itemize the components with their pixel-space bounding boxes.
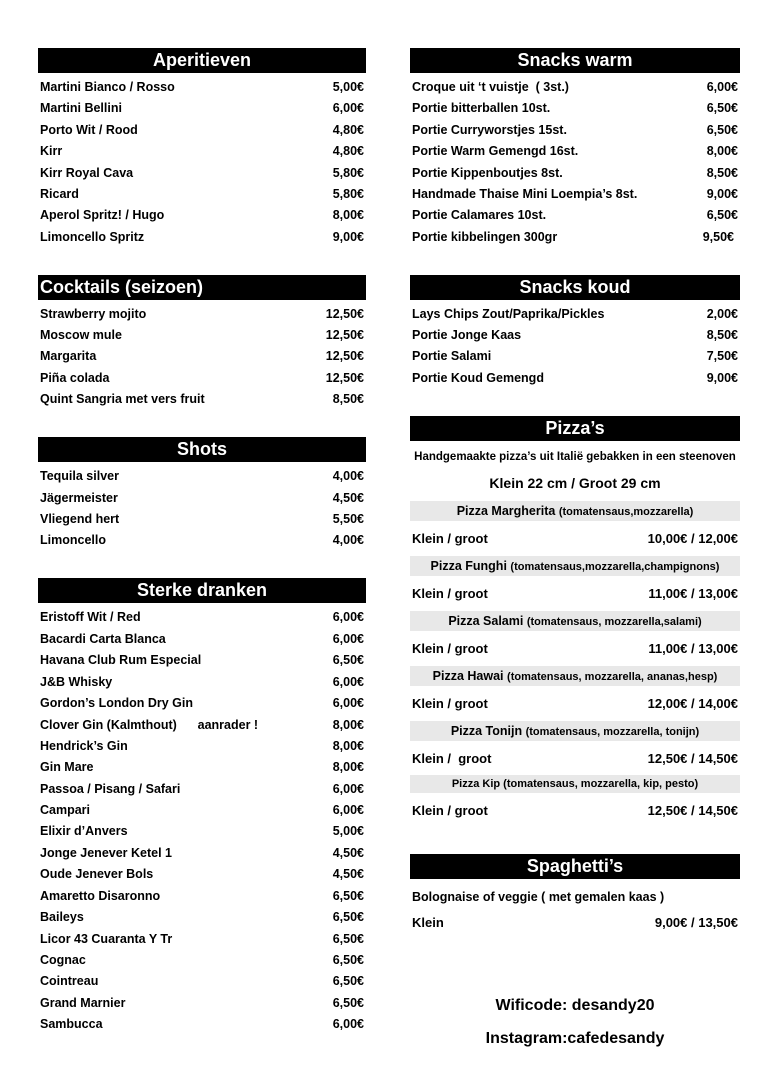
item-price: 6,00€ bbox=[332, 696, 364, 710]
item-price: 11,00€ / 13,00€ bbox=[648, 586, 738, 601]
pizza-desc: (tomatensaus, mozzarella,salami) bbox=[526, 616, 702, 628]
menu-item bbox=[38, 1014, 366, 1034]
item-name: Porto Wit / Rood bbox=[40, 123, 138, 137]
menu-item bbox=[38, 950, 366, 970]
item-name: Baileys bbox=[40, 910, 84, 924]
item-price: 6,50€ bbox=[332, 974, 364, 988]
item-name: Passoa / Pisang / Safari bbox=[40, 782, 181, 796]
item-price: 12,50€ bbox=[325, 328, 364, 342]
pizza-name: Pizza Hawai bbox=[432, 669, 504, 683]
item-name: Jägermeister bbox=[40, 491, 118, 505]
item-name: Tequila silver bbox=[40, 469, 119, 483]
spaghettis-header: Spaghetti’s bbox=[410, 854, 740, 879]
item-name: Strawberry mojito bbox=[40, 307, 147, 321]
item-price: 6,50€ bbox=[332, 996, 364, 1010]
item-price: 6,50€ bbox=[332, 910, 364, 924]
pizza-name-bar bbox=[410, 775, 740, 793]
pizza-name-bar bbox=[410, 611, 740, 631]
item-name: Portie Calamares 10st. bbox=[412, 208, 547, 222]
size-label: Klein / groot bbox=[412, 751, 492, 766]
pizzas-subtitle: Handgemaakte pizza’s uit Italië gebakken in een steenoven bbox=[414, 451, 736, 463]
menu-item bbox=[38, 650, 366, 670]
item-name: Kirr Royal Cava bbox=[40, 166, 134, 180]
wifi-code: Wificode: desandy20 bbox=[495, 997, 655, 1014]
item-name: Limoncello bbox=[40, 533, 106, 547]
item-name: Portie kibbelingen 300gr bbox=[412, 230, 558, 244]
item-name: Cointreau bbox=[40, 974, 99, 988]
pizza-desc: (tomatensaus,mozzarella) bbox=[558, 506, 694, 518]
size-label: Klein / groot bbox=[412, 696, 488, 711]
menu-item bbox=[38, 629, 366, 649]
pizza-name-bar bbox=[410, 666, 740, 686]
menu-item bbox=[38, 368, 366, 388]
spaghetti-desc-row bbox=[410, 887, 740, 907]
item-name: Licor 43 Cuaranta Y Tr bbox=[40, 932, 173, 946]
menu-item bbox=[38, 715, 366, 735]
menu-item bbox=[38, 98, 366, 118]
item-price: 6,50€ bbox=[332, 889, 364, 903]
item-price: 4,80€ bbox=[332, 123, 364, 137]
menu-item bbox=[38, 163, 366, 183]
menu-item bbox=[38, 141, 366, 161]
menu-item bbox=[410, 227, 740, 247]
menu-item bbox=[38, 993, 366, 1013]
menu-item bbox=[38, 971, 366, 991]
item-name: Martini Bianco / Rosso bbox=[40, 80, 175, 94]
item-name: Handmade Thaise Mini Loempia’s 8st. bbox=[412, 187, 638, 201]
item-name: Gin Mare bbox=[40, 760, 94, 774]
item-price: 6,00€ bbox=[332, 632, 364, 646]
menu-item bbox=[38, 693, 366, 713]
menu-item bbox=[38, 184, 366, 204]
menu-item bbox=[38, 800, 366, 820]
item-name: Eristoff Wit / Red bbox=[40, 610, 141, 624]
item-price: 5,80€ bbox=[332, 187, 364, 201]
pizzas-header: Pizza’s bbox=[410, 416, 740, 441]
size-label: Klein / groot bbox=[412, 586, 488, 601]
pizzas-sizes: Klein 22 cm / Groot 29 cm bbox=[489, 475, 661, 491]
menu-item bbox=[410, 77, 740, 97]
item-name: Piña colada bbox=[40, 371, 110, 385]
pizza-name: Pizza Salami bbox=[448, 614, 524, 628]
menu-item bbox=[410, 325, 740, 345]
item-price: 6,00€ bbox=[332, 803, 364, 817]
size-label: Klein / groot bbox=[412, 641, 488, 656]
item-price: 8,50€ bbox=[332, 392, 364, 406]
item-name: Sambucca bbox=[40, 1017, 103, 1031]
item-price: 6,00€ bbox=[332, 675, 364, 689]
item-price: 5,00€ bbox=[332, 80, 364, 94]
item-price: 12,00€ / 14,00€ bbox=[647, 696, 738, 711]
pizza-price-row bbox=[410, 801, 740, 821]
spaghetti-desc: Bolognaise of veggie ( met gemalen kaas ) bbox=[412, 890, 665, 904]
menu-item bbox=[38, 227, 366, 247]
pizza-desc: (tomatensaus, mozzarella, ananas,hesp) bbox=[507, 671, 718, 683]
item-name: Gordon’s London Dry Gin bbox=[40, 696, 193, 710]
sterke-dranken-header: Sterke dranken bbox=[38, 578, 366, 603]
item-price: 6,50€ bbox=[332, 953, 364, 967]
pizza-name-bar bbox=[410, 501, 740, 521]
item-name: Bacardi Carta Blanca bbox=[40, 632, 166, 646]
pizza-name: Pizza Tonijn bbox=[450, 724, 523, 738]
item-name: Portie bitterballen 10st. bbox=[412, 101, 551, 115]
item-name: Limoncello Spritz bbox=[40, 230, 145, 244]
item-name: Croque uit ‘t vuistje ( 3st.) bbox=[412, 80, 569, 94]
pizza-name-bar bbox=[410, 556, 740, 576]
pizza-desc: (tomatensaus, mozzarella, kip, pesto) bbox=[503, 778, 699, 790]
pizza-desc: (tomatensaus,mozzarella,champignons) bbox=[510, 561, 720, 573]
item-price: 9,00€ bbox=[706, 371, 738, 385]
item-price: 6,00€ bbox=[332, 101, 364, 115]
item-price: 2,00€ bbox=[706, 307, 738, 321]
pizza-price-row bbox=[410, 749, 740, 769]
menu-item bbox=[38, 757, 366, 777]
item-price: 8,50€ bbox=[706, 166, 738, 180]
menu-item bbox=[38, 77, 366, 97]
item-price: 6,50€ bbox=[706, 101, 738, 115]
size-label: Klein bbox=[412, 915, 444, 930]
item-name: Portie Jonge Kaas bbox=[412, 328, 522, 342]
item-price: 9,00€ bbox=[332, 230, 364, 244]
item-price: 5,80€ bbox=[332, 166, 364, 180]
item-price: 5,00€ bbox=[332, 824, 364, 838]
pizza-name: Pizza Margherita bbox=[456, 504, 556, 518]
item-name: Portie Curryworstjes 15st. bbox=[412, 123, 567, 137]
item-price: 9,50€ bbox=[702, 230, 734, 244]
item-name: Portie Salami bbox=[412, 349, 492, 363]
size-label: Klein / groot bbox=[412, 531, 488, 546]
item-name: Havana Club Rum Especial bbox=[40, 653, 202, 667]
menu-item bbox=[38, 325, 366, 345]
item-name: Martini Bellini bbox=[40, 101, 122, 115]
menu-item bbox=[410, 368, 740, 388]
item-name: Margarita bbox=[40, 349, 97, 363]
item-name: Kirr bbox=[40, 144, 63, 158]
pizza-desc: (tomatensaus, mozzarella, tonijn) bbox=[525, 726, 700, 738]
menu-item bbox=[38, 389, 366, 409]
snacks-koud-header: Snacks koud bbox=[410, 275, 740, 300]
item-name: Oude Jenever Bols bbox=[40, 867, 154, 881]
item-price: 12,50€ / 14,50€ bbox=[647, 751, 738, 766]
item-name: Vliegend hert bbox=[40, 512, 120, 526]
menu-item bbox=[38, 509, 366, 529]
item-price: 4,80€ bbox=[332, 144, 364, 158]
item-price: 4,50€ bbox=[332, 846, 364, 860]
menu-item bbox=[410, 163, 740, 183]
item-price: 4,50€ bbox=[332, 867, 364, 881]
item-price: 8,00€ bbox=[706, 144, 738, 158]
item-price: 11,00€ / 13,00€ bbox=[648, 641, 738, 656]
menu-item bbox=[38, 346, 366, 366]
item-price: 5,50€ bbox=[332, 512, 364, 526]
item-price: 8,50€ bbox=[706, 328, 738, 342]
menu-item bbox=[38, 929, 366, 949]
item-name: J&B Whisky bbox=[40, 675, 113, 689]
pizza-name-bar bbox=[410, 721, 740, 741]
menu-item bbox=[38, 304, 366, 324]
item-price: 9,00€ bbox=[706, 187, 738, 201]
item-name: Lays Chips Zout/Paprika/Pickles bbox=[412, 307, 605, 321]
menu-item bbox=[38, 736, 366, 756]
aperitieven-header: Aperitieven bbox=[38, 48, 366, 73]
cocktails-header: Cocktails (seizoen) bbox=[38, 275, 366, 300]
item-name: Hendrick’s Gin bbox=[40, 739, 128, 753]
pizza-price-row bbox=[410, 694, 740, 714]
item-price: 8,00€ bbox=[332, 718, 364, 732]
item-price: 6,00€ bbox=[706, 80, 738, 94]
menu-item bbox=[38, 607, 366, 627]
item-price: 6,50€ bbox=[332, 932, 364, 946]
shots-header: Shots bbox=[38, 437, 366, 462]
menu-item bbox=[38, 205, 366, 225]
item-price: 6,50€ bbox=[332, 653, 364, 667]
item-name: Ricard bbox=[40, 187, 79, 201]
menu-item bbox=[410, 184, 740, 204]
item-price: 12,50€ bbox=[325, 307, 364, 321]
item-price: 6,50€ bbox=[706, 208, 738, 222]
item-price: 6,00€ bbox=[332, 1017, 364, 1031]
item-name: Clover Gin (Kalmthout) aanrader ! bbox=[40, 718, 259, 732]
item-price: 4,00€ bbox=[332, 533, 364, 547]
item-name: Quint Sangria met vers fruit bbox=[40, 392, 205, 406]
item-price: 10,00€ / 12,00€ bbox=[647, 531, 738, 546]
item-price: 8,00€ bbox=[332, 208, 364, 222]
instagram-handle: Instagram:cafedesandy bbox=[485, 1030, 665, 1047]
menu-item bbox=[38, 779, 366, 799]
menu-item bbox=[38, 843, 366, 863]
menu-item bbox=[38, 886, 366, 906]
menu-item bbox=[410, 98, 740, 118]
menu-item bbox=[410, 120, 740, 140]
item-name: Portie Kippenboutjes 8st. bbox=[412, 166, 563, 180]
pizza-price-row bbox=[410, 639, 740, 659]
item-price: 12,50€ bbox=[325, 371, 364, 385]
item-name: Elixir d’Anvers bbox=[40, 824, 128, 838]
menu-item bbox=[38, 907, 366, 927]
item-price: 6,50€ bbox=[706, 123, 738, 137]
item-name: Amaretto Disaronno bbox=[40, 889, 161, 903]
menu-item bbox=[410, 304, 740, 324]
menu-item bbox=[38, 466, 366, 486]
item-price: 8,00€ bbox=[332, 760, 364, 774]
menu-item bbox=[38, 821, 366, 841]
pizza-name: Pizza Kip bbox=[451, 778, 501, 790]
item-name: Aperol Spritz! / Hugo bbox=[40, 208, 165, 222]
item-name: Portie Koud Gemengd bbox=[412, 371, 544, 385]
pizza-name: Pizza Funghi bbox=[430, 559, 507, 573]
menu-item bbox=[38, 672, 366, 692]
size-label: Klein / groot bbox=[412, 803, 488, 818]
item-price: 8,00€ bbox=[332, 739, 364, 753]
item-price: 7,50€ bbox=[706, 349, 738, 363]
item-price: 6,00€ bbox=[332, 782, 364, 796]
item-price: 12,50€ bbox=[325, 349, 364, 363]
item-name: Grand Marnier bbox=[40, 996, 126, 1010]
spaghetti-price-row bbox=[410, 913, 740, 933]
pizza-price-row bbox=[410, 584, 740, 604]
item-price: 6,00€ bbox=[332, 610, 364, 624]
menu-item bbox=[38, 864, 366, 884]
menu-item bbox=[410, 141, 740, 161]
item-name: Portie Warm Gemengd 16st. bbox=[412, 144, 579, 158]
item-price: 4,50€ bbox=[332, 491, 364, 505]
snacks-warm-header: Snacks warm bbox=[410, 48, 740, 73]
item-name: Campari bbox=[40, 803, 91, 817]
menu-item bbox=[38, 530, 366, 550]
item-name: Cognac bbox=[40, 953, 86, 967]
menu-item bbox=[410, 346, 740, 366]
menu-item bbox=[410, 205, 740, 225]
item-name: Moscow mule bbox=[40, 328, 122, 342]
item-price: 12,50€ / 14,50€ bbox=[647, 803, 738, 818]
menu-item bbox=[38, 120, 366, 140]
pizza-price-row bbox=[410, 529, 740, 549]
menu-item bbox=[38, 488, 366, 508]
item-name: Jonge Jenever Ketel 1 bbox=[40, 846, 173, 860]
item-price: 4,00€ bbox=[332, 469, 364, 483]
item-price: 9,00€ / 13,50€ bbox=[654, 915, 738, 930]
